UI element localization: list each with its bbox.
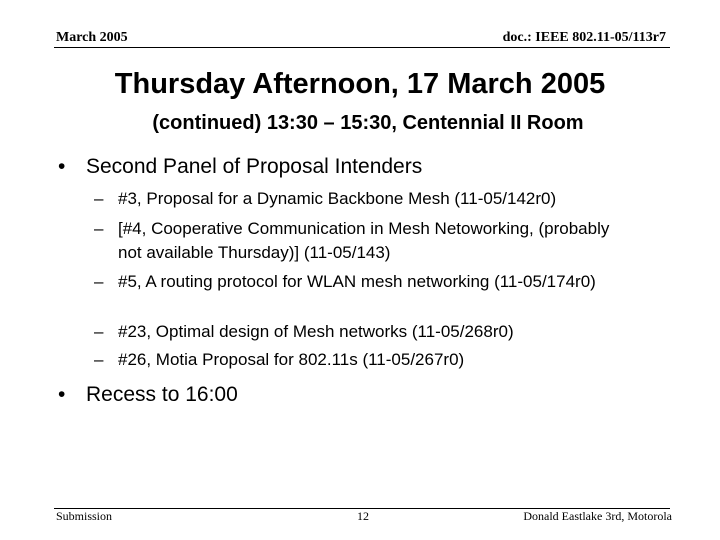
sub-bullet-marker: – xyxy=(94,272,104,291)
sub-bullet-text: #3, Proposal for a Dynamic Backbone Mesh (11-05/142r0) xyxy=(118,189,557,208)
sub-bullet-text: #26, Motia Proposal for 802.11s (11-05/267r0) xyxy=(118,350,465,369)
sub-bullet-item xyxy=(94,270,654,294)
header-doc-id: doc.: IEEE 802.11-05/113r7 xyxy=(502,30,666,45)
sub-bullet-text: #5, A routing protocol for WLAN mesh networking (11-05/174r0) xyxy=(118,272,596,291)
slide-subtitle: (continued) 13:30 – 15:30, Centennial II Room xyxy=(152,112,584,134)
bullet-marker: • xyxy=(58,383,66,406)
header-divider xyxy=(54,47,670,48)
sub-bullet-marker: – xyxy=(94,219,104,238)
sub-bullet-text: #23, Optimal design of Mesh networks (11-05/268r0) xyxy=(118,322,514,341)
bullet-text: Second Panel of Proposal Intenders xyxy=(86,155,423,178)
sub-bullet-item xyxy=(94,217,654,265)
header-date: March 2005 xyxy=(56,30,128,45)
bullet-text: Recess to 16:00 xyxy=(86,383,238,406)
sub-bullet-item xyxy=(94,348,654,372)
sub-bullet-text: [#4, Cooperative Communication in Mesh Netoworking, (probably not available Thursday)] (11-05/143) xyxy=(118,219,610,262)
sub-bullet-item xyxy=(94,187,654,211)
footer-author: Donald Eastlake 3rd, Motorola xyxy=(523,509,672,523)
sub-bullet-marker: – xyxy=(94,189,104,208)
sub-bullet-item xyxy=(94,320,654,344)
footer-page-number: 12 xyxy=(357,509,369,523)
sub-bullet-marker: – xyxy=(94,322,104,341)
footer-submission: Submission xyxy=(56,509,113,523)
sub-bullet-marker: – xyxy=(94,350,104,369)
bullet-marker: • xyxy=(58,155,66,178)
slide-title: Thursday Afternoon, 17 March 2005 xyxy=(114,68,606,100)
